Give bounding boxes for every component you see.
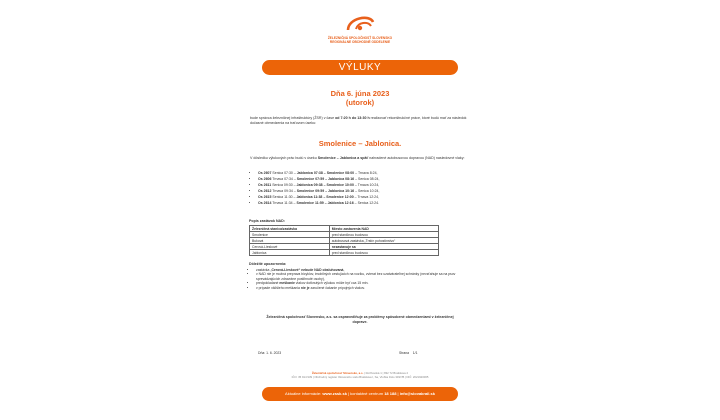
intro-text: bude správca železničnej infraštruktúry (ŽSR) v čase xyxy=(250,116,336,120)
route-title: Smolenice – Jablonica. xyxy=(318,139,402,148)
logo-line-2: REGIONÁLNE OBCHODNÉ ODDELENIE xyxy=(329,40,391,44)
train-list xyxy=(252,170,458,206)
company-line-1: Železničná spoločnosť Slovensko, a.s. | Rožňavská 1 | 832 72 Bratislava 2 xyxy=(311,371,409,375)
logo-caption xyxy=(320,36,400,44)
notes-title: Dôležité upozornenia: xyxy=(249,262,287,266)
header-station: Železničná stanica/zastávka xyxy=(250,226,330,232)
list-item: • v NAD nie je možná preprava bicyklov, imobilných cestujúcich na vozíku, zvierat bez uzatvárateľnej schránky (nevzťahuje sa na psov sprevádzajúcich zdravotne postihnuté osoby), xyxy=(256,272,471,281)
train-item: • Os 2606 Trnava 07:34 – Smolenice 07:59 – Jablonica 08:16 – Senica 08:24, xyxy=(258,176,458,182)
day-line: (utorok) xyxy=(345,98,375,107)
company-info xyxy=(240,371,480,379)
list-item: • v prípade väčšieho meškania nie je zaručené čakanie prípojných vlakov. xyxy=(256,286,471,290)
nad-section: Smolenice – Jablonica a späť xyxy=(317,156,369,160)
list-item: • zastávka „Cerová-Lieskové“ nebude NAD obsluhovaná, xyxy=(256,268,471,272)
page-value: 1/1 xyxy=(412,351,418,355)
contact-bar: Aktuálne informácie: www.zssk.sk | kontaktné centrum 18 188 | info@slovakrail.sk xyxy=(262,387,458,401)
nad-text: V dôsledku výlukových prác budú v úseku xyxy=(250,156,318,160)
train-item: • Os 2611 Senica 09:30 – Jablonica 09:38 – Smolenice 10:00 – Trnava 10:24, xyxy=(258,182,458,188)
table-row: Smolenice pred staničnou budovou xyxy=(250,232,439,238)
website-link[interactable]: www.zssk.sk xyxy=(322,391,347,396)
title-banner: VÝLUKY xyxy=(262,60,458,75)
table-row: Cerová-Lieskové nezastavuje sa xyxy=(250,244,439,250)
issue-date: Dňa: 1. 6. 2023 xyxy=(258,351,282,355)
intro-text-end: realizovať rekonštrukčné práce, ktoré budú mať za následok dočasné obmedzenia na traťovom úseku: xyxy=(250,116,467,125)
stops-table xyxy=(249,225,439,256)
apology-note: Železničná spoločnosť Slovensko, a.s. sa ospravedlňuje za problémy spôsobené obmedzeniami v železničnej doprave. xyxy=(266,315,454,324)
table-row: Buková autobusová zastávka „Trstín pohostinstvo“ xyxy=(250,238,439,244)
logo-line-1: ŽELEZNIČNÁ SPOLOČNOSŤ SLOVENSKO xyxy=(327,36,393,40)
phone-number[interactable]: 18 188 xyxy=(384,391,397,396)
list-item: • predpokladané meškanie vlakov dotknutých výlukou môže byť cca 15 min. xyxy=(256,281,471,285)
nad-paragraph xyxy=(250,156,472,161)
header-stop-place: Miesto zastavenia NAD xyxy=(329,226,438,232)
table-row: Jablonica pred staničnou budovou xyxy=(250,250,439,256)
intro-paragraph xyxy=(250,116,472,125)
company-line-2: IČO: 35 914 939 | Obchodný register Okresného súdu Bratislava I, Sa, Vložka číslo 3497/B | DIČ: 2021920065 xyxy=(291,375,429,379)
page-number xyxy=(399,351,418,355)
train-item: • Os 2614 Trnava 11:34 – Smolenice 11:59 – Jablonica 12:16 – Senica 12:24. xyxy=(258,200,458,206)
train-item: • Os 2607 Senica 07:30 – Jablonica 07:38 – Smolenice 08:00 – Trnava 8:24, xyxy=(258,170,458,176)
email-link[interactable]: info@slovakrail.sk xyxy=(399,391,435,396)
notes-list xyxy=(250,268,471,290)
train-item: • Os 2612 Trnava 09:34 – Smolenice 09:59 – Jablonica 10:16 – Senica 10:24, xyxy=(258,188,458,194)
train-item: • Os 2615 Senica 11:30 – Jablonica 11:38 – Smolenice 12:00 – Trnava 12:24, xyxy=(258,194,458,200)
page-label: Strana xyxy=(399,351,409,355)
date-line: Dňa 6. júna 2023 xyxy=(330,89,390,98)
stops-caption: Popis zastávok NAD: xyxy=(249,219,285,223)
zssk-logo-icon xyxy=(342,12,378,36)
intro-time: od 7:20 h do 13:30 h xyxy=(335,116,370,120)
nad-text-end: nahradené autobusovou dopravou (NAD) nasledovné vlaky: xyxy=(368,156,465,160)
closure-date xyxy=(240,89,480,107)
